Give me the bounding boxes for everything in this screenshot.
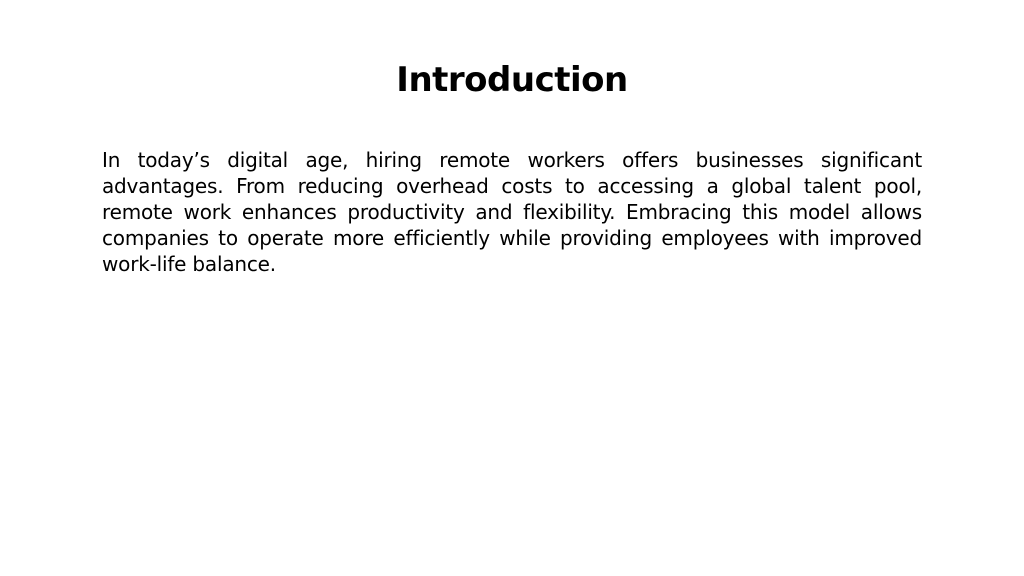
slide-body-paragraph: In today’s digital age, hiring remote workers offers businesses significant advantages. From reducing overhead costs to accessing a global talent pool, remote work enhances productivity and flexibility. Embracing this model allows companies to operate more efficiently while providing employees with improved work-life balance.	[102, 148, 922, 276]
slide-title: Introduction	[396, 60, 628, 100]
